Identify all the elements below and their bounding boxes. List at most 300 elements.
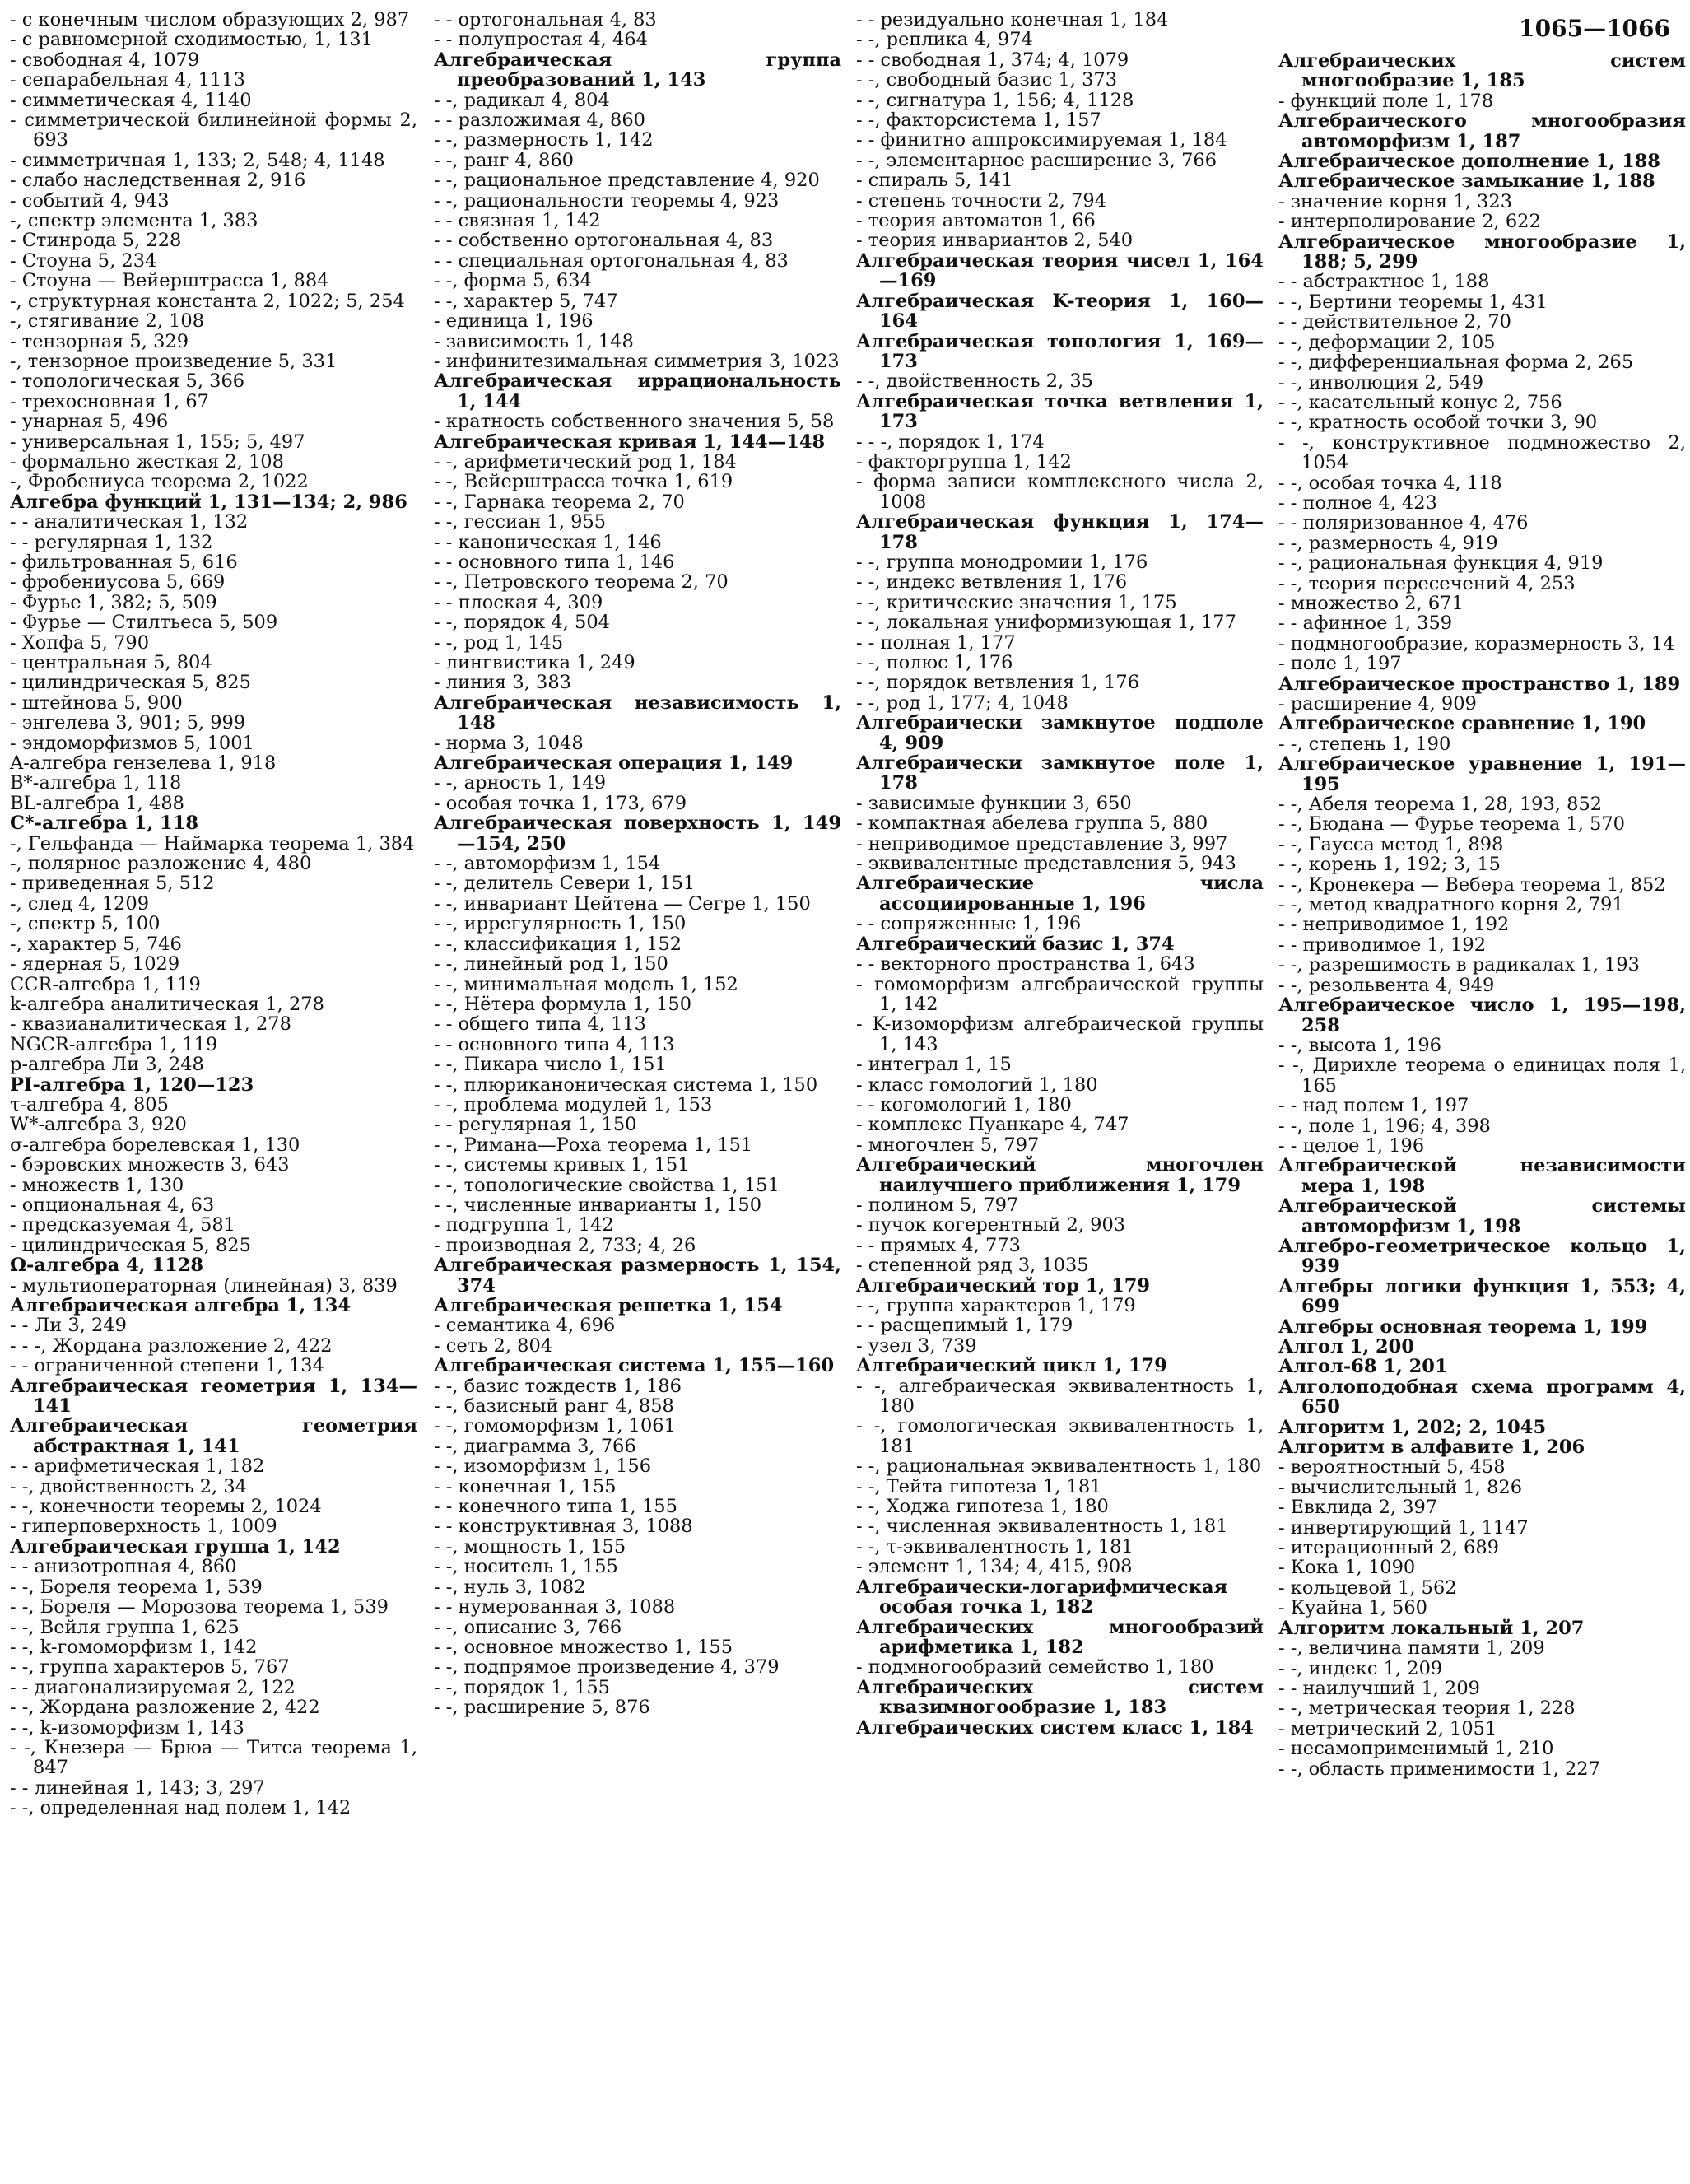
index-entry: - -, классификация 1, 152 — [434, 933, 682, 955]
index-entry: - -, численная эквивалентность 1, 181 — [856, 1516, 1228, 1538]
index-column-4 — [1278, 51, 1686, 1779]
index-entry: - -, Кронекера — Вебера теорема 1, 852 — [1278, 873, 1666, 896]
index-entry: - -, дифференциальная форма 2, 265 — [1278, 352, 1634, 374]
index-entry: - - линейная 1, 143; 3, 297 — [10, 1777, 265, 1799]
index-entry: Алгебраической системы автоморфизм 1, 198 — [1278, 1195, 1686, 1237]
index-entry: Алгол 1, 200 — [1278, 1336, 1414, 1357]
index-entry: - фробениусова 5, 669 — [10, 571, 226, 594]
index-entry: Алгебраическое сравнение 1, 190 — [1278, 713, 1646, 735]
index-entry: - -, полюс 1, 176 — [856, 652, 1013, 673]
index-entry: - многочлен 5, 797 — [856, 1134, 1040, 1156]
index-entry: Алгебраический базис 1, 374 — [856, 933, 1175, 955]
index-entry: - -, локальная униформизующая 1, 177 — [856, 612, 1236, 634]
index-entry: - -, гессиан 1, 955 — [434, 511, 607, 533]
index-entry: - -, кратность особой точки 3, 90 — [1278, 412, 1598, 434]
index-entry: - с равномерной сходимостью, 1, 131 — [10, 29, 373, 51]
index-entry: Ω-алгебра 4, 1128 — [10, 1255, 204, 1277]
index-entry: - -, двойственность 2, 34 — [10, 1475, 247, 1497]
index-entry: - - векторного пространства 1, 643 — [856, 953, 1195, 976]
index-entry: - -, Пикара число 1, 151 — [434, 1054, 667, 1076]
index-entry: - -, Петровского теорема 2, 70 — [434, 571, 729, 594]
index-entry: - - абстрактное 1, 188 — [1278, 271, 1490, 293]
index-entry: - -, Гаусса метод 1, 898 — [1278, 833, 1504, 855]
index-entry: - -, Тейта гипотеза 1, 181 — [856, 1475, 1102, 1497]
index-entry: - кольцевой 1, 562 — [1278, 1576, 1457, 1599]
index-entry: - -, Бореля теорема 1, 539 — [10, 1576, 263, 1598]
index-entry: Алгебраической независимости мера 1, 198 — [1278, 1155, 1686, 1197]
index-entry: Алгебраическая группа 1, 142 — [10, 1535, 341, 1558]
index-entry: - -, Кнезера — Брюа — Титса теорема 1, 847 — [10, 1736, 417, 1779]
index-entry: - -, Жордана разложение 2, 422 — [10, 1697, 320, 1719]
index-entry: - -, критические значения 1, 175 — [856, 591, 1177, 613]
index-entry: - метрический 2, 1051 — [1278, 1717, 1497, 1739]
index-entry: - - нумерованная 3, 1088 — [434, 1596, 676, 1618]
index-entry: - -, порядок 1, 155 — [434, 1676, 610, 1698]
index-entry: - вероятностный 5, 458 — [1278, 1456, 1506, 1479]
index-entry: - -, конструктивное подмножество 2, 1054 — [1278, 431, 1686, 474]
index-entry: Алгоритм локальный 1, 207 — [1278, 1617, 1585, 1639]
index-entry: - -, род 1, 177; 4, 1048 — [856, 692, 1068, 714]
index-entry: - слабо наследственная 2, 916 — [10, 170, 306, 192]
index-entry: -, спектр 5, 100 — [10, 913, 161, 935]
index-entry: - Фурье — Стилтьеса 5, 509 — [10, 612, 278, 634]
index-entry: - - разложимая 4, 860 — [434, 109, 645, 132]
index-column-1 — [10, 10, 417, 1818]
index-entry: - инфинитезимальная симметрия 3, 1023 — [434, 350, 840, 372]
index-entry: - цилиндрическая 5, 825 — [10, 1234, 251, 1256]
index-entry: - - ограниченной степени 1, 134 — [10, 1355, 324, 1377]
index-entry: - штейнова 5, 900 — [10, 692, 183, 714]
index-entry: - -, Римана—Роха теорема 1, 151 — [434, 1134, 753, 1156]
index-entry: - -, порядок ветвления 1, 176 — [856, 672, 1140, 694]
index-entry: - -, изоморфизм 1, 156 — [434, 1455, 652, 1478]
index-entry: C*-алгебра 1, 118 — [10, 813, 198, 835]
index-entry: σ-алгебра борелевская 1, 130 — [10, 1134, 300, 1156]
index-entry: - компактная абелева группа 5, 880 — [856, 813, 1208, 835]
index-entry: - теория автоматов 1, 66 — [856, 210, 1096, 232]
index-entry: W*-алгебра 3, 920 — [10, 1114, 187, 1136]
index-entry: - - конструктивная 3, 1088 — [434, 1516, 693, 1538]
index-entry: τ-алгебра 4, 805 — [10, 1093, 169, 1115]
index-entry: - несамоприменимый 1, 210 — [1278, 1738, 1554, 1760]
index-entry: - -, род 1, 145 — [434, 631, 564, 654]
index-entry: Алгебраическая K-теория 1, 160—164 — [856, 290, 1264, 333]
index-entry: - Фурье 1, 382; 5, 509 — [10, 591, 217, 613]
index-entry: Алгебры основная теорема 1, 199 — [1278, 1316, 1648, 1338]
index-entry: - -, минимальная модель 1, 152 — [434, 973, 738, 995]
index-entry: - -, инволюция 2, 549 — [1278, 371, 1484, 393]
index-entry: B*-алгебра 1, 118 — [10, 772, 182, 794]
index-entry: - - резидуально конечная 1, 184 — [856, 9, 1169, 30]
index-entry: - -, рациональности теоремы 4, 923 — [434, 189, 780, 212]
index-entry: - функций поле 1, 178 — [1278, 90, 1494, 112]
index-entry: - - действительное 2, 70 — [1278, 311, 1511, 333]
index-entry: - - общего типа 4, 113 — [434, 1013, 646, 1036]
index-entry: - -, Дирихле теорема о единицах поля 1, 165 — [1278, 1055, 1686, 1097]
index-entry: - -, диаграмма 3, 766 — [434, 1435, 636, 1457]
index-entry: Алгол-68 1, 201 — [1278, 1356, 1448, 1378]
index-entry: Алгебраическое многообразие 1, 188; 5, 299 — [1278, 231, 1686, 273]
index-entry: - эквивалентные представления 5, 943 — [856, 853, 1236, 875]
index-entry: Алгебраическое дополнение 1, 188 — [1278, 151, 1660, 173]
index-entry: - -, Вейля группа 1, 625 — [10, 1616, 240, 1638]
index-entry: Алгебраическая поверхность 1, 149—154, 250 — [434, 813, 841, 855]
index-entry: - опциональная 4, 63 — [10, 1194, 215, 1216]
index-column-2 — [434, 10, 841, 1718]
index-entry: Алгебраических многообразий арифметика 1, 182 — [856, 1616, 1264, 1658]
index-entry: - -, корень 1, 192; 3, 15 — [1278, 854, 1501, 876]
index-entry: - -, особая точка 4, 118 — [1278, 472, 1502, 494]
index-entry: - - полная 1, 177 — [856, 631, 1016, 654]
index-entry: - - плоская 4, 309 — [434, 591, 603, 613]
index-entry: - предсказуемая 4, 581 — [10, 1214, 236, 1236]
index-entry: - сепарабельная 4, 1113 — [10, 69, 245, 91]
index-entry: Алгебраическая точка ветвления 1, 173 — [856, 390, 1264, 433]
index-entry: - -, касательный конус 2, 756 — [1278, 391, 1562, 413]
index-entry: - -, деформации 2, 105 — [1278, 331, 1496, 353]
index-entry: - ядерная 5, 1029 — [10, 953, 180, 976]
index-entry: -, след 4, 1209 — [10, 892, 150, 915]
index-entry: PI-алгебра 1, 120—123 — [10, 1073, 254, 1096]
index-entry: - -, двойственность 2, 35 — [856, 370, 1093, 393]
index-entry: - - полное 4, 423 — [1278, 491, 1437, 514]
index-entry: - -, алгебраическая эквивалентность 1, 180 — [856, 1375, 1264, 1418]
index-entry: - -, автоморфизм 1, 154 — [434, 853, 661, 875]
index-entry: - -, расширение 5, 876 — [434, 1697, 650, 1719]
index-entry: A-алгебра гензелева 1, 918 — [10, 752, 277, 775]
index-entry: - линия 3, 383 — [434, 672, 571, 694]
index-entry: Алгоритм 1, 202; 2, 1045 — [1278, 1416, 1547, 1438]
index-entry: - подгруппа 1, 142 — [434, 1214, 614, 1236]
index-entry: Алгебраически замкнутое поле 1, 178 — [856, 752, 1264, 794]
index-entry: - спираль 5, 141 — [856, 170, 1013, 192]
index-entry: - фильтрованная 5, 616 — [10, 551, 238, 573]
index-entry: - факторгруппа 1, 142 — [856, 450, 1072, 473]
index-entry: -, Гельфанда — Наймарка теорема 1, 384 — [10, 832, 415, 855]
index-entry: - -, k-гомоморфизм 1, 142 — [10, 1636, 258, 1658]
index-entry: - -, Абеля теорема 1, 28, 193, 852 — [1278, 794, 1603, 816]
index-entry: Алгебраическая геометрия абстрактная 1, 141 — [10, 1415, 417, 1457]
index-entry: - формально жесткая 2, 108 — [10, 450, 284, 473]
index-entry: - гомоморфизм алгебраической группы 1, 142 — [856, 973, 1264, 1015]
index-entry: Алгебраическая группа преобразований 1, 143 — [434, 49, 841, 91]
index-entry: - - регулярная 1, 132 — [10, 531, 213, 553]
index-entry: - - анизотропная 4, 860 — [10, 1556, 237, 1578]
index-entry: - -, системы кривых 1, 151 — [434, 1154, 690, 1176]
index-entry: - -, индекс 1, 209 — [1278, 1657, 1443, 1679]
index-entry: - - свободная 1, 374; 4, 1079 — [856, 49, 1129, 71]
index-entry: - -, Бертини теоремы 1, 431 — [1278, 291, 1548, 313]
index-entry: - симметическая 4, 1140 — [10, 89, 252, 111]
index-entry: - норма 3, 1048 — [434, 732, 584, 754]
index-entry: - -, реплика 4, 974 — [856, 29, 1033, 51]
index-entry: - класс гомологий 1, 180 — [856, 1073, 1098, 1096]
index-entry: - -, индекс ветвления 1, 176 — [856, 571, 1128, 594]
index-entry: - -, форма 5, 634 — [434, 270, 592, 292]
index-entry: - -, группа характеров 1, 179 — [856, 1295, 1136, 1316]
index-entry: - - арифметическая 1, 182 — [10, 1455, 265, 1478]
index-entry: - - полупростая 4, 464 — [434, 29, 648, 51]
index-entry: - -, рациональная функция 4, 919 — [1278, 552, 1604, 575]
index-entry: - -, численные инварианты 1, 150 — [434, 1194, 762, 1216]
index-entry: - -, группа монодромии 1, 176 — [856, 551, 1148, 573]
index-entry: p-алгебра Ли 3, 248 — [10, 1054, 204, 1076]
index-entry: - - приводимое 1, 192 — [1278, 934, 1487, 956]
index-entry: - с конечным числом образующих 2, 987 — [10, 9, 410, 30]
index-entry: Алгебраическая система 1, 155—160 — [434, 1355, 835, 1377]
index-entry: Алгебраическое уравнение 1, 191—195 — [1278, 753, 1686, 795]
index-entry: - - афинное 1, 359 — [1278, 612, 1453, 635]
index-entry: - -, ранг 4, 860 — [434, 149, 574, 171]
index-entry: - -, степень 1, 190 — [1278, 733, 1451, 755]
index-entry: Алгебраическое пространство 1, 189 — [1278, 673, 1681, 695]
index-entry: - единица 1, 196 — [434, 310, 594, 333]
index-entry: - -, факторсистема 1, 157 — [856, 109, 1101, 132]
index-entry: - симметрической билинейной формы 2, 693 — [10, 109, 417, 151]
index-entry: -, характер 5, 746 — [10, 933, 182, 955]
index-entry: - мультиоператорная (линейная) 3, 839 — [10, 1274, 398, 1297]
index-entry: - -, свободный базис 1, 373 — [856, 69, 1118, 91]
index-entry: - -, носитель 1, 155 — [434, 1556, 618, 1578]
index-entry: Алгебраические числа ассоциированные 1, 196 — [856, 873, 1264, 915]
index-entry: Алгебраическая операция 1, 149 — [434, 752, 794, 775]
index-entry: - Стинрода 5, 228 — [10, 230, 182, 252]
index-entry: - эндоморфизмов 5, 1001 — [10, 732, 254, 754]
index-entry: - - конечного типа 1, 155 — [434, 1496, 677, 1518]
index-entry: k-алгебра аналитическая 1, 278 — [10, 993, 324, 1015]
index-entry: - -, плюриканоническая система 1, 150 — [434, 1073, 818, 1096]
index-entry: - -, разрешимость в радикалах 1, 193 — [1278, 954, 1640, 976]
index-entry: - - -, Жордана разложение 2, 422 — [10, 1334, 333, 1357]
index-entry: Алгебраическая функция 1, 174—178 — [856, 511, 1264, 553]
index-entry: - свободная 4, 1079 — [10, 49, 200, 71]
index-entry: - -, нуль 3, 1082 — [434, 1576, 586, 1598]
index-entry: Алгебраическая независимость 1, 148 — [434, 692, 841, 734]
index-entry: - Куайна 1, 560 — [1278, 1597, 1427, 1619]
index-entry: Алгебраическая кривая 1, 144—148 — [434, 431, 826, 453]
index-entry: - лингвистика 1, 249 — [434, 652, 635, 673]
index-entry: - семантика 4, 696 — [434, 1315, 616, 1337]
index-entry: - расширение 4, 909 — [1278, 693, 1477, 715]
index-entry: - -, основное множество 1, 155 — [434, 1636, 733, 1658]
index-entry: - Кока 1, 1090 — [1278, 1557, 1416, 1579]
index-entry: -, Фробениуса теорема 2, 1022 — [10, 471, 309, 493]
index-entry: Алгебраическая алгебра 1, 134 — [10, 1295, 352, 1316]
index-entry: - степень точности 2, 794 — [856, 189, 1107, 212]
index-entry: - - когомологий 1, 180 — [856, 1093, 1072, 1115]
index-entry: - - неприводимое 1, 192 — [1278, 914, 1510, 936]
index-entry: - инвертирующий 1, 1147 — [1278, 1516, 1529, 1539]
index-entry: Алгебраический цикл 1, 179 — [856, 1355, 1167, 1377]
index-entry: - -, линейный род 1, 150 — [434, 953, 668, 976]
index-entry: - вычислительный 1, 826 — [1278, 1476, 1523, 1498]
index-entry: - - целое 1, 196 — [1278, 1134, 1425, 1157]
index-column-3 — [856, 10, 1264, 1738]
index-entry: - - собственно ортогональная 4, 83 — [434, 230, 774, 252]
index-entry: - комплекс Пуанкаре 4, 747 — [856, 1114, 1129, 1136]
index-entry: - - диагонализируемая 2, 122 — [10, 1676, 296, 1698]
index-entry: - -, резольвента 4, 949 — [1278, 974, 1495, 996]
index-entry: Алгебраическая топология 1, 169—173 — [856, 330, 1264, 372]
index-entry: - -, радикал 4, 804 — [434, 89, 610, 111]
index-entry: - -, определенная над полем 1, 142 — [10, 1797, 352, 1819]
index-entry: - -, поле 1, 196; 4, 398 — [1278, 1115, 1491, 1137]
index-entry: - приведенная 5, 512 — [10, 873, 215, 895]
index-entry: - энгелева 3, 901; 5, 999 — [10, 712, 246, 734]
index-entry: - полином 5, 797 — [856, 1194, 1019, 1216]
index-entry: - производная 2, 733; 4, 26 — [434, 1234, 696, 1256]
index-entry: - - специальная ортогональная 4, 83 — [434, 249, 789, 272]
index-entry: Алгебраически замкнутое подполе 4, 909 — [856, 712, 1264, 754]
index-entry: - -, k-изоморфизм 1, 143 — [10, 1716, 244, 1739]
index-entry: - -, сигнатура 1, 156; 4, 1128 — [856, 89, 1134, 111]
index-entry: - бэровских множеств 3, 643 — [10, 1154, 290, 1176]
index-entry: - - основного типа 1, 146 — [434, 551, 675, 573]
index-entry: - множеств 1, 130 — [10, 1174, 184, 1196]
index-entry: - форма записи комплексного числа 2, 1008 — [856, 471, 1264, 513]
index-entry: - - аналитическая 1, 132 — [10, 511, 249, 533]
index-entry: - - каноническая 1, 146 — [434, 531, 662, 553]
index-entry: - подмногообразие, коразмерность 3, 14 — [1278, 632, 1675, 654]
index-entry: Алгебраическая геометрия 1, 134—141 — [10, 1375, 417, 1418]
index-entry: - -, Вейерштрасса точка 1, 619 — [434, 471, 733, 493]
index-entry: Алгебраический многочлен наилучшего приближения 1, 179 — [856, 1154, 1264, 1196]
index-entry: - -, делитель Севери 1, 151 — [434, 873, 696, 895]
index-entry: Алгебраическое число 1, 195—198, 258 — [1278, 994, 1686, 1036]
index-entry: - -, Ходжа гипотеза 1, 180 — [856, 1496, 1109, 1518]
index-entry: - -, гомологическая эквивалентность 1, 181 — [856, 1415, 1264, 1457]
index-entry: - топологическая 5, 366 — [10, 370, 245, 393]
index-entry: - - основного типа 4, 113 — [434, 1033, 675, 1055]
index-entry: - -, Нётера формула 1, 150 — [434, 993, 692, 1015]
index-entry: Алгебраическая решетка 1, 154 — [434, 1295, 783, 1316]
index-entry: - зависимые функции 3, 650 — [856, 792, 1132, 814]
index-entry: - -, подпрямое произведение 4, 379 — [434, 1656, 780, 1679]
index-entry: - цилиндрическая 5, 825 — [10, 672, 251, 694]
index-entry: - - финитно аппроксимируемая 1, 184 — [856, 129, 1227, 151]
index-entry: - - прямых 4, 773 — [856, 1234, 1021, 1256]
index-entry: - -, Гарнака теорема 2, 70 — [434, 491, 685, 513]
index-entry: - значение корня 1, 323 — [1278, 190, 1513, 212]
index-entry: - - -, порядок 1, 174 — [856, 431, 1045, 453]
index-entry: - кратность собственного значения 5, 58 — [434, 411, 835, 433]
index-entry: Алгебра функций 1, 131—134; 2, 986 — [10, 491, 407, 513]
index-entry: - - наилучший 1, 209 — [1278, 1677, 1480, 1699]
index-entry: - -, размерность 4, 919 — [1278, 532, 1498, 554]
index-entry: - -, описание 3, 766 — [434, 1616, 622, 1638]
index-entry: - -, проблема модулей 1, 153 — [434, 1093, 713, 1115]
index-entry: - -, инвариант Цейтена — Сегре 1, 150 — [434, 892, 811, 915]
index-entry: - особая точка 1, 173, 679 — [434, 792, 687, 814]
index-entry: Алгебраического многообразия автоморфизм 1, 187 — [1278, 110, 1686, 152]
index-entry: - -, рациональное представление 4, 920 — [434, 170, 820, 192]
index-entry: - пучок когерентный 2, 903 — [856, 1214, 1126, 1236]
index-entry: - теория инвариантов 2, 540 — [856, 230, 1134, 252]
index-entry: - унарная 5, 496 — [10, 411, 169, 433]
index-entry: -, стягивание 2, 108 — [10, 310, 205, 333]
index-entry: Алгебраически-логарифмическая особая точка 1, 182 — [856, 1576, 1228, 1618]
index-entry: - -, базисный ранг 4, 858 — [434, 1395, 674, 1418]
index-entry: Алгебраическая теория чисел 1, 164—169 — [856, 249, 1264, 292]
index-entry: - центральная 5, 804 — [10, 652, 212, 673]
index-entry: - Стоуна — Вейерштрасса 1, 884 — [10, 270, 329, 292]
index-entry: Алгебраических систем класс 1, 184 — [856, 1716, 1254, 1739]
index-entry: - итерационный 2, 689 — [1278, 1537, 1499, 1559]
index-entry: - -, характер 5, 747 — [434, 290, 618, 312]
index-entry: - - сопряженные 1, 196 — [856, 913, 1082, 935]
index-entry: - -, группа характеров 5, 767 — [10, 1656, 290, 1679]
index-entry: - - над полем 1, 197 — [1278, 1095, 1469, 1117]
index-entry: - - ортогональная 4, 83 — [434, 9, 657, 30]
index-entry: - -, высота 1, 196 — [1278, 1034, 1441, 1056]
index-entry: - интеграл 1, 15 — [856, 1054, 1012, 1076]
index-entry: CCR-алгебра 1, 119 — [10, 973, 201, 995]
index-entry: -, спектр элемента 1, 383 — [10, 210, 258, 232]
index-entry: - -, порядок 4, 504 — [434, 612, 610, 634]
index-entry: - -, теория пересечений 4, 253 — [1278, 572, 1576, 594]
index-entry: - универсальная 1, 155; 5, 497 — [10, 431, 305, 453]
index-entry: Алгебраических систем квазимногообразие 1, 183 — [856, 1676, 1264, 1719]
index-entry: Алгебраическая размерность 1, 154, 374 — [434, 1255, 841, 1297]
index-entry: - степенной ряд 3, 1035 — [856, 1255, 1089, 1277]
index-entry: Алгебро-геометрическое кольцо 1, 939 — [1278, 1235, 1686, 1278]
index-entry: NGCR-алгебра 1, 119 — [10, 1033, 218, 1055]
index-entry: Алгебры логики функция 1, 553; 4, 699 — [1278, 1275, 1686, 1318]
index-entry: - -, область применимости 1, 227 — [1278, 1758, 1600, 1780]
index-entry: Алгебраическая иррациональность 1, 144 — [434, 370, 841, 412]
index-entry: - тензорная 5, 329 — [10, 330, 189, 352]
index-entry: - трехосновная 1, 67 — [10, 390, 209, 412]
index-entry: - множество 2, 671 — [1278, 592, 1464, 614]
index-entry: - -, Бореля — Морозова теорема 1, 539 — [10, 1596, 389, 1618]
index-entry: - поле 1, 197 — [1278, 653, 1402, 675]
index-entry: - -, метрическая теория 1, 228 — [1278, 1697, 1576, 1720]
index-entry: Алголоподобная схема программ 4, 650 — [1278, 1376, 1686, 1418]
index-entry: - -, рациональная эквивалентность 1, 180 — [856, 1455, 1262, 1478]
index-entry: - -, метод квадратного корня 2, 791 — [1278, 894, 1624, 916]
index-entry: - -, гомоморфизм 1, 1061 — [434, 1415, 676, 1437]
index-entry: - узел 3, 739 — [856, 1334, 977, 1357]
index-entry: - элемент 1, 134; 4, 415, 908 — [856, 1556, 1133, 1578]
index-entry: - подмногообразий семейство 1, 180 — [856, 1656, 1214, 1679]
index-entry: - - поляризованное 4, 476 — [1278, 512, 1529, 534]
index-entry: - - Ли 3, 249 — [10, 1315, 127, 1337]
index-entry: - K-изоморфизм алгебраической группы 1, 143 — [856, 1013, 1264, 1055]
index-entry: Алгебраических систем многообразие 1, 185 — [1278, 50, 1686, 92]
index-entry: - -, базис тождеств 1, 186 — [434, 1375, 682, 1397]
index-entry: - -, Бюдана — Фурье теорема 1, 570 — [1278, 813, 1625, 836]
index-entry: - Евклида 2, 397 — [1278, 1497, 1438, 1519]
index-entry: - -, конечности теоремы 2, 1024 — [10, 1496, 322, 1518]
index-entry: - -, арифметический род 1, 184 — [434, 450, 737, 473]
index-entry: Алгоритм в алфавите 1, 206 — [1278, 1437, 1585, 1459]
index-entry: - -, элементарное расширение 3, 766 — [856, 149, 1217, 171]
index-entry: - - связная 1, 142 — [434, 210, 601, 232]
index-entry: Алгебраический тор 1, 179 — [856, 1274, 1151, 1297]
index-entry: - -, величина памяти 1, 209 — [1278, 1637, 1545, 1660]
index-entry: -, структурная константа 2, 1022; 5, 254 — [10, 290, 405, 312]
page-number: 1065—1066 — [1519, 15, 1670, 42]
index-entry: - событий 4, 943 — [10, 189, 170, 212]
index-entry: Алгебраическое замыкание 1, 188 — [1278, 170, 1655, 193]
index-entry: -, полярное разложение 4, 480 — [10, 853, 312, 875]
index-entry: - Стоуна 5, 234 — [10, 249, 157, 272]
index-entry: - -, τ-эквивалентность 1, 181 — [856, 1535, 1134, 1558]
index-entry: - - расщепимый 1, 179 — [856, 1315, 1073, 1337]
index-entry: - - регулярная 1, 150 — [434, 1114, 637, 1136]
index-entry: - -, иррегулярность 1, 150 — [434, 913, 687, 935]
index-entry: - сеть 2, 804 — [434, 1334, 553, 1357]
